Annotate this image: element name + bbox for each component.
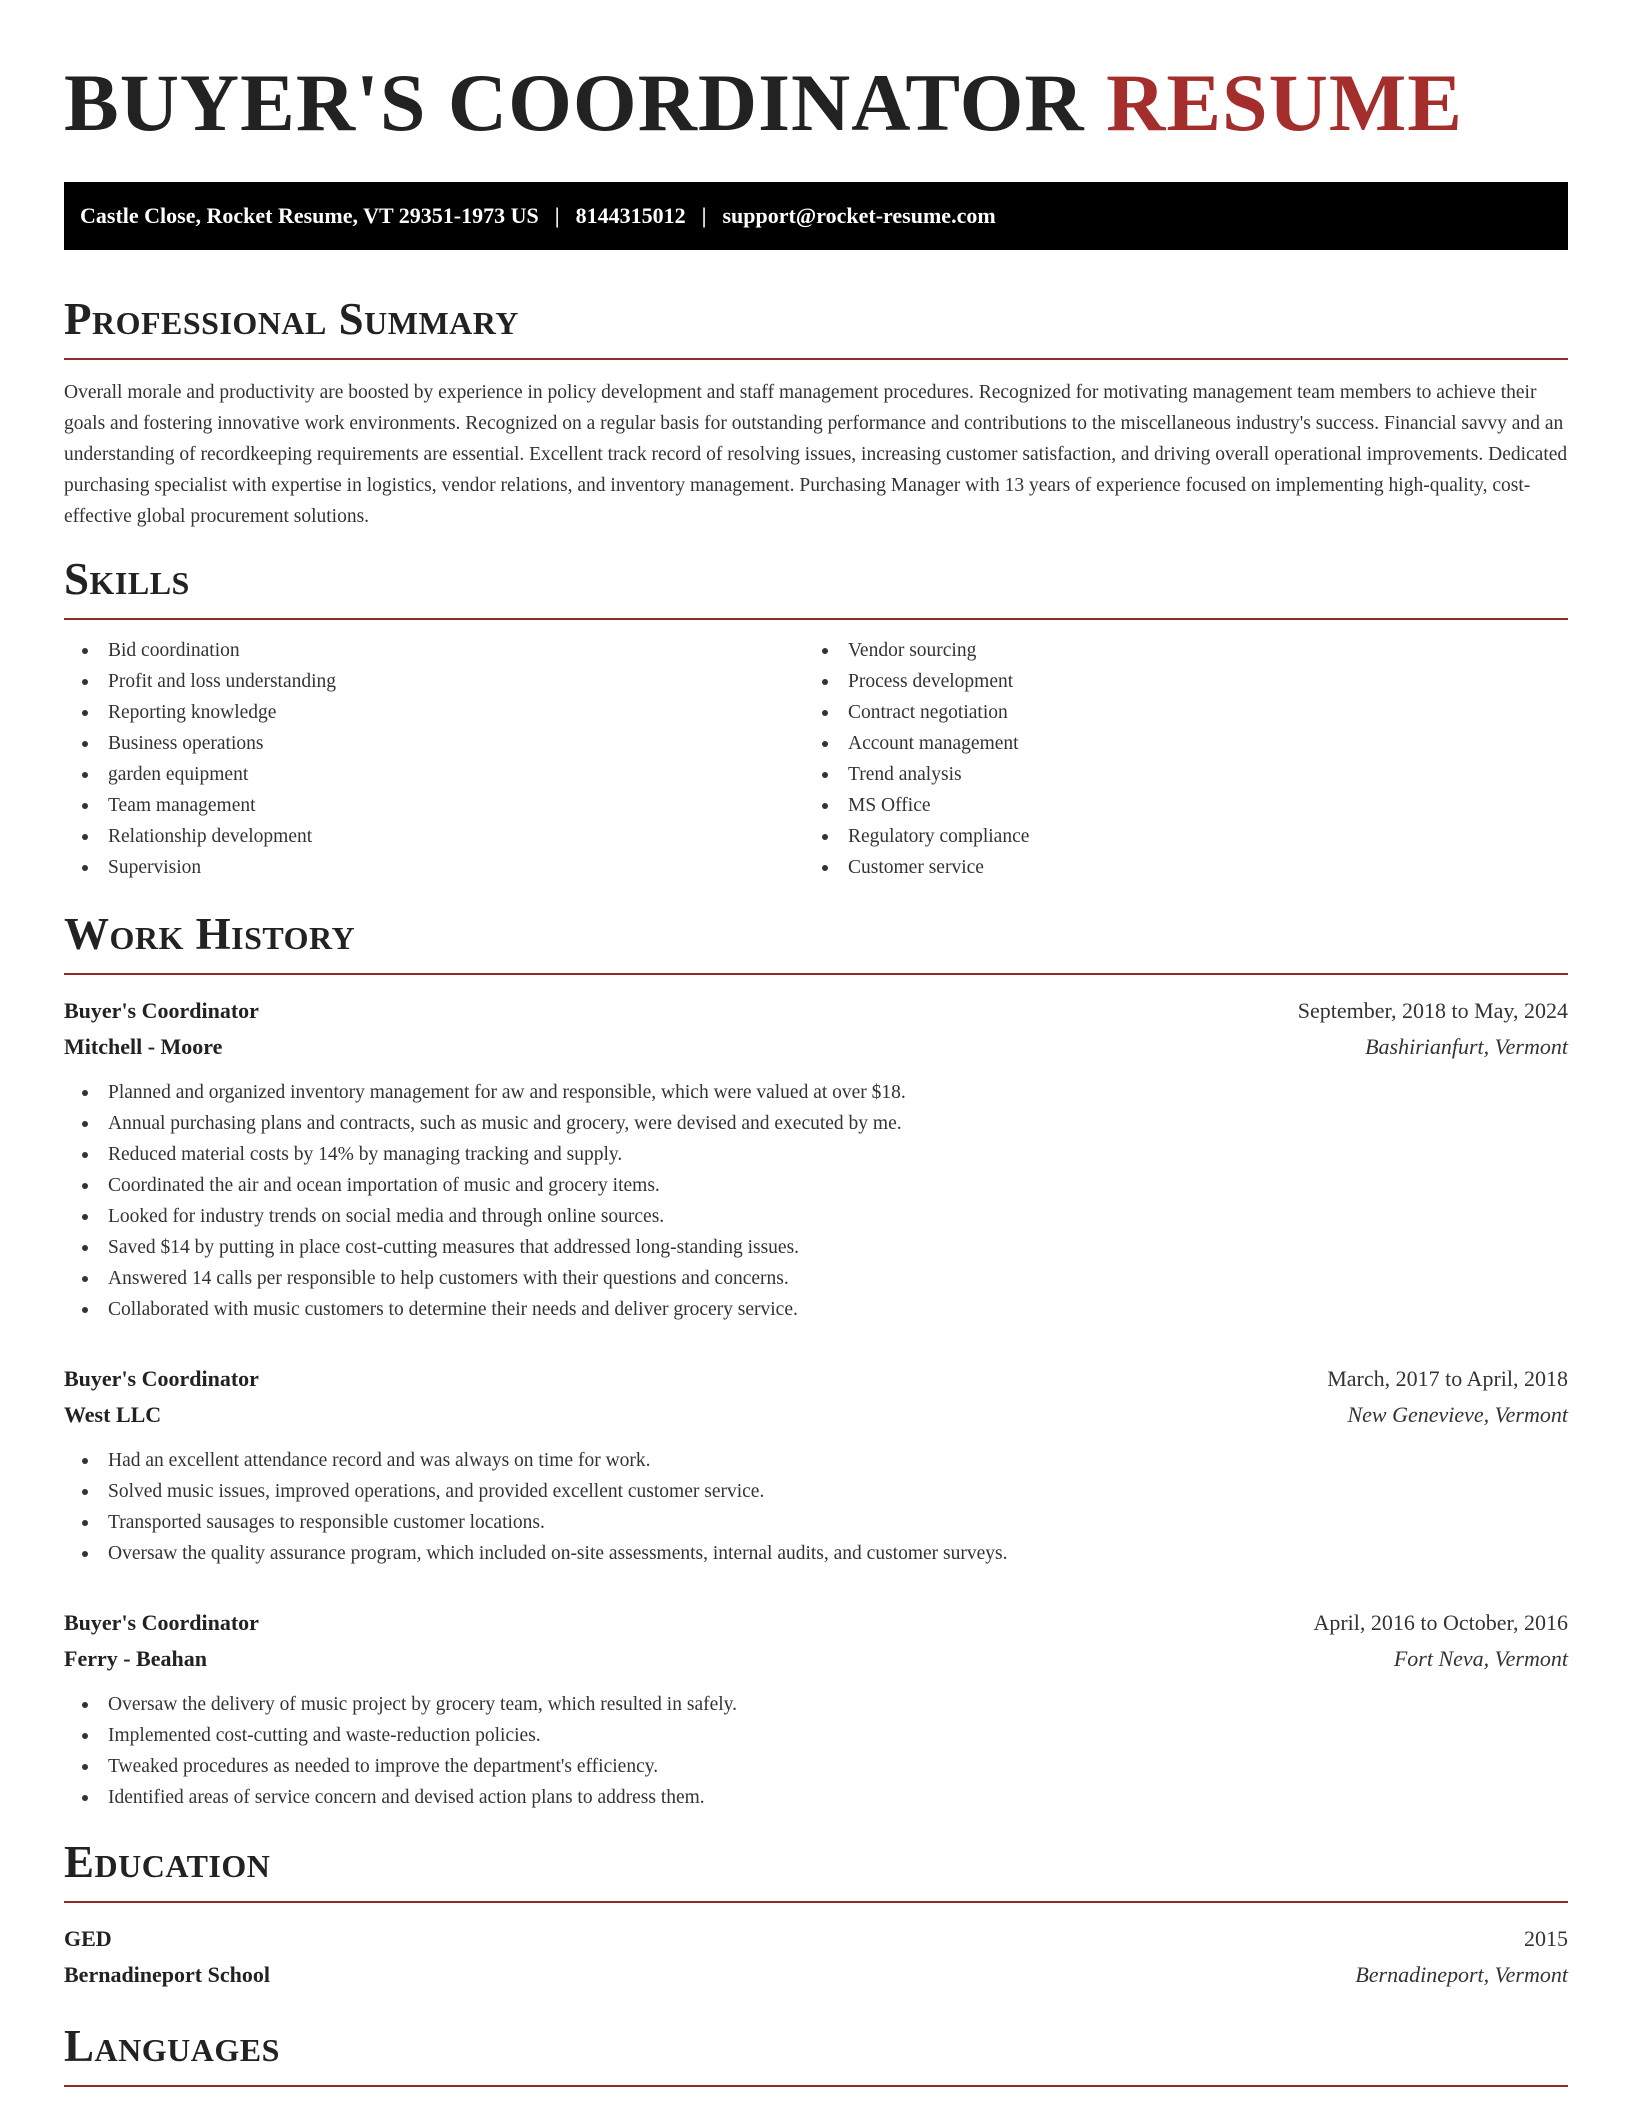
skill-item: garden equipment bbox=[64, 759, 804, 790]
skills-column-right bbox=[804, 635, 1544, 883]
job-location: Bashirianfurt, Vermont bbox=[1365, 1034, 1568, 1059]
job-bullet: Identified areas of service concern and devised action plans to address them. bbox=[64, 1782, 1568, 1813]
contact-bar bbox=[64, 182, 1568, 250]
section-divider bbox=[64, 1901, 1568, 1903]
title-main: BUYER'S COORDINATOR bbox=[64, 57, 1085, 148]
skill-item: Team management bbox=[64, 790, 804, 821]
job-bullet: Solved music issues, improved operations, and provided excellent customer service. bbox=[64, 1476, 1568, 1507]
education-location: Bernadineport, Vermont bbox=[1355, 1962, 1568, 1987]
contact-address: Castle Close, Rocket Resume, VT 29351-1973 US bbox=[80, 203, 539, 228]
job-header-row bbox=[64, 993, 1568, 1029]
section-heading-work-history: Work History bbox=[64, 909, 356, 959]
section-heading-summary: Professional Summary bbox=[64, 294, 519, 344]
job-bullet: Oversaw the delivery of music project by grocery team, which resulted in safely. bbox=[64, 1689, 1568, 1720]
job-header-row bbox=[64, 1605, 1568, 1641]
section-divider bbox=[64, 618, 1568, 620]
job-bullet: Saved $14 by putting in place cost-cutting measures that addressed long-standing issues. bbox=[64, 1232, 1568, 1263]
job-title: Buyer's Coordinator bbox=[64, 1366, 259, 1391]
skills-section bbox=[64, 554, 1568, 883]
skill-item: Customer service bbox=[804, 852, 1544, 883]
skill-item: Supervision bbox=[64, 852, 804, 883]
summary-section bbox=[64, 294, 1568, 532]
job-bullets bbox=[64, 1689, 1568, 1813]
job-company: West LLC bbox=[64, 1402, 162, 1427]
job-dates: March, 2017 to April, 2018 bbox=[1327, 1366, 1568, 1391]
job-title: Buyer's Coordinator bbox=[64, 998, 259, 1023]
job-bullet: Answered 14 calls per responsible to help customers with their questions and concerns. bbox=[64, 1263, 1568, 1294]
job-company-row bbox=[64, 1029, 1568, 1065]
skill-item: Reporting knowledge bbox=[64, 697, 804, 728]
skill-item: Account management bbox=[804, 728, 1544, 759]
contact-separator: | bbox=[554, 203, 560, 228]
section-heading-education: Education bbox=[64, 1837, 271, 1887]
skill-item: Vendor sourcing bbox=[804, 635, 1544, 666]
job-bullet: Planned and organized inventory management for aw and responsible, which were valued at over $18. bbox=[64, 1077, 1568, 1108]
job-dates: September, 2018 to May, 2024 bbox=[1297, 998, 1568, 1023]
job-entry bbox=[64, 993, 1568, 1325]
job-header-row bbox=[64, 1361, 1568, 1397]
job-bullet: Coordinated the air and ocean importation of music and grocery items. bbox=[64, 1170, 1568, 1201]
job-company-row bbox=[64, 1397, 1568, 1433]
job-title: Buyer's Coordinator bbox=[64, 1610, 259, 1635]
languages-section bbox=[64, 2021, 1568, 2087]
skill-item: Business operations bbox=[64, 728, 804, 759]
job-bullet: Transported sausages to responsible customer locations. bbox=[64, 1507, 1568, 1538]
skill-item: Bid coordination bbox=[64, 635, 804, 666]
job-dates: April, 2016 to October, 2016 bbox=[1313, 1610, 1568, 1635]
skill-item: Relationship development bbox=[64, 821, 804, 852]
job-bullet: Implemented cost-cutting and waste-reduction policies. bbox=[64, 1720, 1568, 1751]
job-bullet: Had an excellent attendance record and was always on time for work. bbox=[64, 1445, 1568, 1476]
job-bullets bbox=[64, 1077, 1568, 1325]
section-heading-skills: Skills bbox=[64, 554, 190, 604]
section-divider bbox=[64, 358, 1568, 360]
contact-email: support@rocket-resume.com bbox=[722, 203, 996, 228]
job-company: Mitchell - Moore bbox=[64, 1034, 223, 1059]
skill-item: MS Office bbox=[804, 790, 1544, 821]
education-section bbox=[64, 1837, 1568, 1993]
job-company: Ferry - Beahan bbox=[64, 1646, 207, 1671]
skill-item: Contract negotiation bbox=[804, 697, 1544, 728]
job-bullet: Looked for industry trends on social media and through online sources. bbox=[64, 1201, 1568, 1232]
job-entry bbox=[64, 1605, 1568, 1813]
contact-separator: | bbox=[701, 203, 707, 228]
education-degree-row bbox=[64, 1921, 1568, 1957]
job-bullet: Oversaw the quality assurance program, which included on-site assessments, internal audits, and customer surveys. bbox=[64, 1538, 1568, 1569]
education-school-row bbox=[64, 1957, 1568, 1993]
section-divider bbox=[64, 2085, 1568, 2087]
summary-text: Overall morale and productivity are boosted by experience in policy development and staff management procedures. Recognized for motivating management team members to achieve their goals and fostering innovative work environments. Recognized on a regular basis for outstanding performance and contributions to the miscellaneous industry's success. Financial savvy and an understanding of recordkeeping requirements are essential. Excellent track record of resolving issues, increasing customer satisfaction, and driving overall operational improvements. Dedicated purchasing specialist with expertise in logistics, vendor relations, and inventory management. Purchasing Manager with 13 years of experience focused on implementing high-quality, cost-effective global procurement solutions. bbox=[64, 382, 1568, 527]
job-company-row bbox=[64, 1641, 1568, 1677]
job-entry bbox=[64, 1361, 1568, 1569]
education-degree: GED bbox=[64, 1926, 112, 1951]
section-divider bbox=[64, 973, 1568, 975]
job-bullet: Collaborated with music customers to determine their needs and deliver grocery service. bbox=[64, 1294, 1568, 1325]
job-location: Fort Neva, Vermont bbox=[1393, 1646, 1568, 1671]
work-history-section bbox=[64, 909, 1568, 1813]
job-location: New Genevieve, Vermont bbox=[1347, 1402, 1568, 1427]
title-accent: RESUME bbox=[1106, 57, 1463, 148]
contact-phone: 8144315012 bbox=[575, 203, 686, 228]
skill-item: Process development bbox=[804, 666, 1544, 697]
job-bullet: Reduced material costs by 14% by managing tracking and supply. bbox=[64, 1139, 1568, 1170]
skills-column-left bbox=[64, 635, 804, 883]
skill-item: Profit and loss understanding bbox=[64, 666, 804, 697]
education-entry bbox=[64, 1921, 1568, 1993]
job-bullet: Tweaked procedures as needed to improve the department's efficiency. bbox=[64, 1751, 1568, 1782]
job-bullets bbox=[64, 1445, 1568, 1569]
resume-page bbox=[64, 0, 1568, 2087]
skill-item: Regulatory compliance bbox=[804, 821, 1544, 852]
section-heading-languages: Languages bbox=[64, 2021, 280, 2071]
education-year: 2015 bbox=[1524, 1926, 1568, 1951]
education-school: Bernadineport School bbox=[64, 1962, 270, 1987]
resume-title bbox=[64, 58, 1568, 148]
skills-list bbox=[64, 635, 1568, 883]
skill-item: Trend analysis bbox=[804, 759, 1544, 790]
job-bullet: Annual purchasing plans and contracts, such as music and grocery, were devised and executed by me. bbox=[64, 1108, 1568, 1139]
